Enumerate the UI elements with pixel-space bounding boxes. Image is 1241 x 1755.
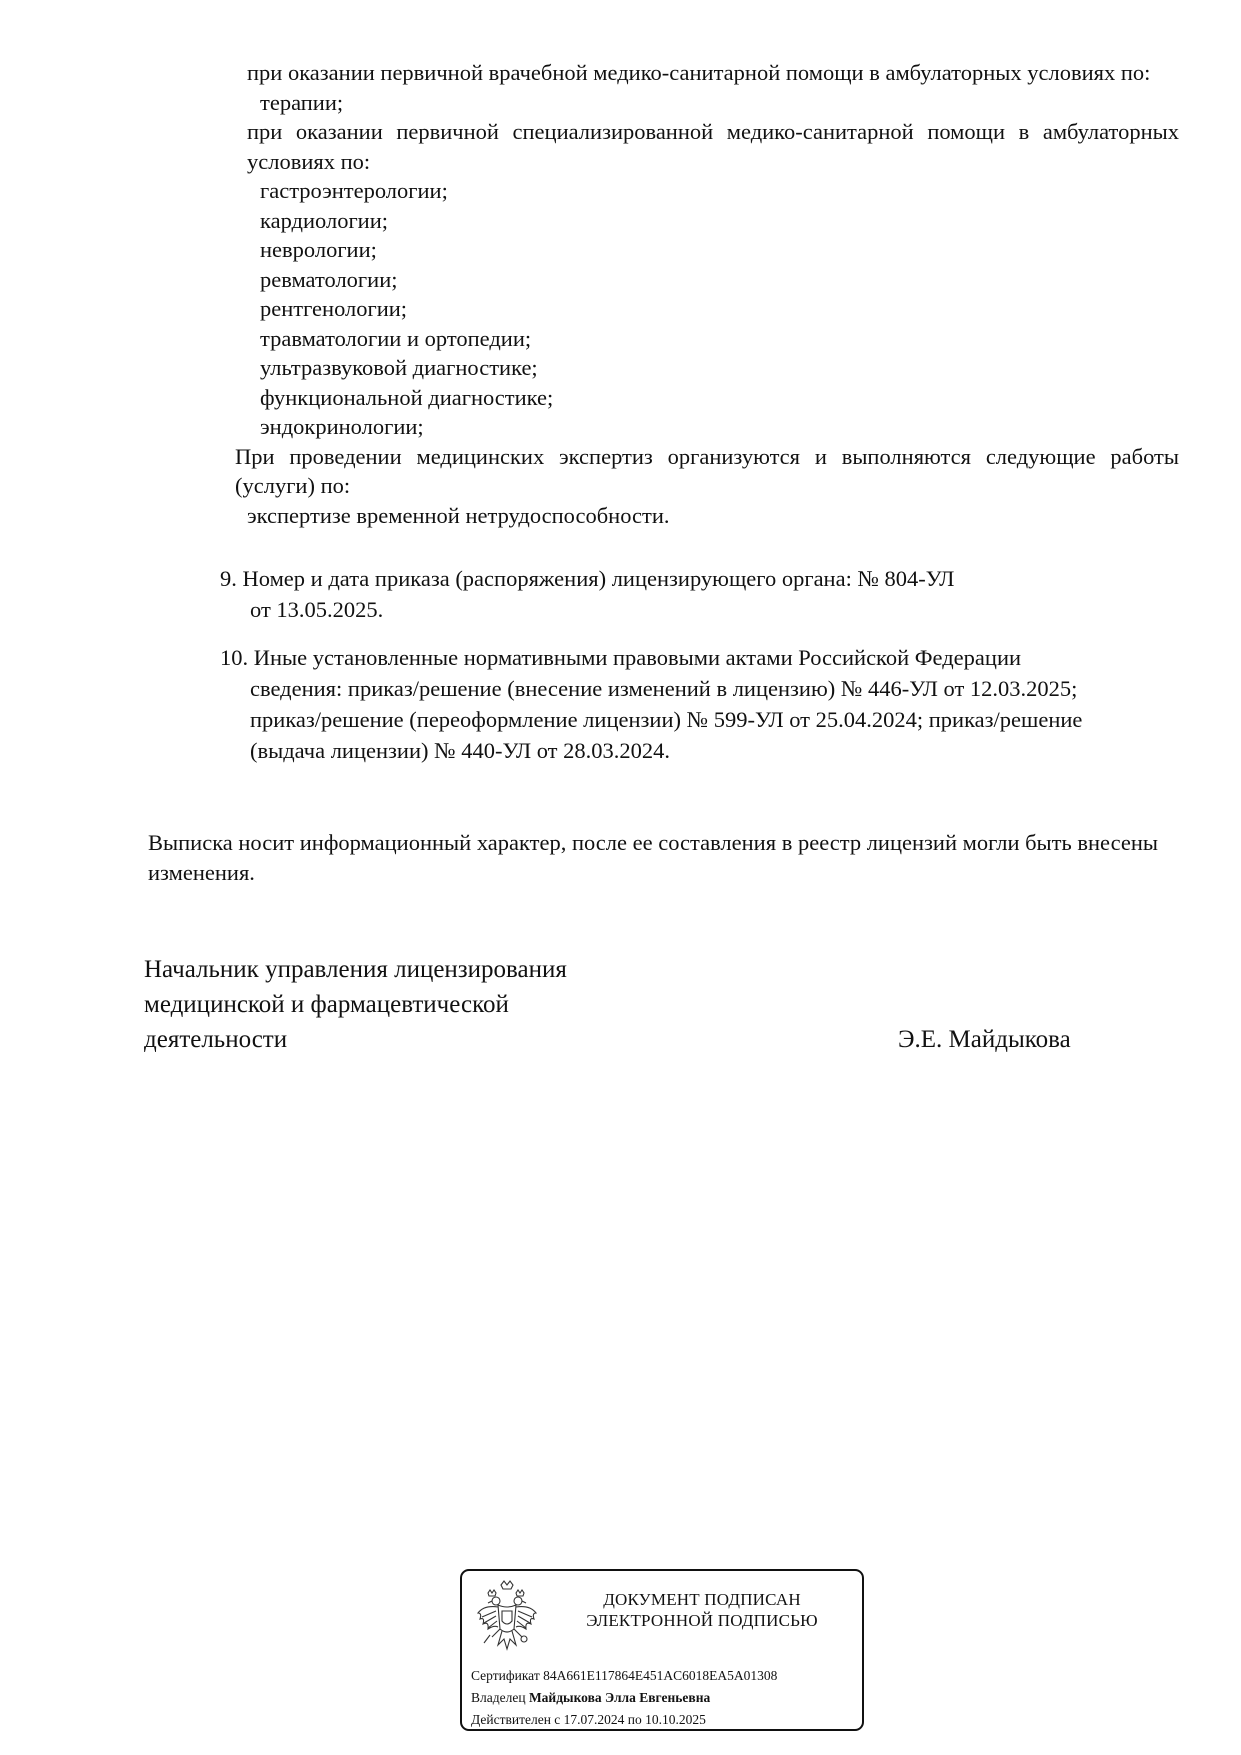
list-item: экспертизе временной нетрудоспособности. — [247, 502, 670, 528]
position-line: деятельности — [144, 1026, 288, 1053]
item-number: 9. — [220, 566, 237, 591]
list-item: ультразвуковой диагностике; — [260, 355, 538, 380]
validity-line: Действителен с 17.07.2024 по 10.10.2025 — [471, 1712, 706, 1727]
numbered-item-10 — [220, 642, 1082, 766]
list-item: неврологии; — [260, 237, 377, 262]
certificate-label: Сертификат — [471, 1668, 540, 1683]
list-item: кардиологии; — [260, 207, 389, 233]
item-text: сведения: приказ/решение (внесение изменений в лицензию) № 446-УЛ от 12.03.2025; — [250, 676, 1078, 701]
owner-label: Владелец — [471, 1690, 526, 1705]
item-text: (выдача лицензии) № 440-УЛ от 28.03.2024. — [250, 738, 671, 763]
item-text: Иные установленные нормативными правовыми актами Российской Федерации — [253, 645, 1022, 670]
signatory-position — [144, 952, 567, 1057]
stamp-title-line: ДОКУМЕНТ ПОДПИСАН — [603, 1590, 801, 1609]
informational-note: Выписка носит информационный характер, после ее составления в реестр лицензий могли быть внесены изменения. — [148, 830, 1159, 885]
list-item: рентгенологии; — [260, 296, 408, 321]
stamp-title-line: ЭЛЕКТРОННОЙ ПОДПИСЬЮ — [586, 1611, 818, 1630]
list-item: эндокринологии; — [260, 414, 424, 439]
certificate-value: 84A661E117864E451AC6018EA5A01308 — [543, 1668, 778, 1683]
e-signature-stamp — [460, 1569, 864, 1731]
item-number: 10. — [220, 645, 249, 670]
list-item: гастроэнтерологии; — [260, 178, 448, 203]
list-item: травматологии и ортопедии; — [260, 325, 532, 351]
list-item: терапии; — [260, 89, 344, 115]
position-line: Начальник управления лицензирования — [144, 956, 567, 983]
position-line: медицинской и фармацевтической — [144, 991, 509, 1018]
services-section — [235, 58, 1179, 530]
specialized-care-heading: при оказании первичной специализированной медико-санитарной помощи в амбулаторных условиях по: — [247, 119, 1179, 174]
list-item: ревматологии; — [260, 266, 398, 292]
item-text: от 13.05.2025. — [250, 597, 384, 622]
owner-line — [471, 1689, 710, 1706]
item-text: Номер и дата приказа (распоряжения) лицензирующего органа: № 804-УЛ — [242, 566, 955, 591]
expertise-heading: При проведении медицинских экспертиз организуются и выполняются следующие работы (услуги) по: — [235, 443, 1179, 498]
primary-care-heading: при оказании первичной врачебной медико-санитарной помощи в амбулаторных условиях по: — [247, 60, 1151, 85]
certificate-line — [471, 1667, 777, 1684]
stamp-title — [554, 1589, 850, 1631]
item-text: приказ/решение (переоформление лицензии) № 599-УЛ от 25.04.2024; приказ/решение — [250, 707, 1083, 732]
numbered-item-9 — [220, 563, 954, 625]
list-item: функциональной диагностике; — [260, 384, 554, 410]
double-headed-eagle-emblem-icon — [474, 1579, 540, 1655]
signatory-name: Э.Е. Майдыкова — [898, 1026, 1071, 1053]
owner-value: Майдыкова Элла Евгеньевна — [528, 1690, 711, 1705]
